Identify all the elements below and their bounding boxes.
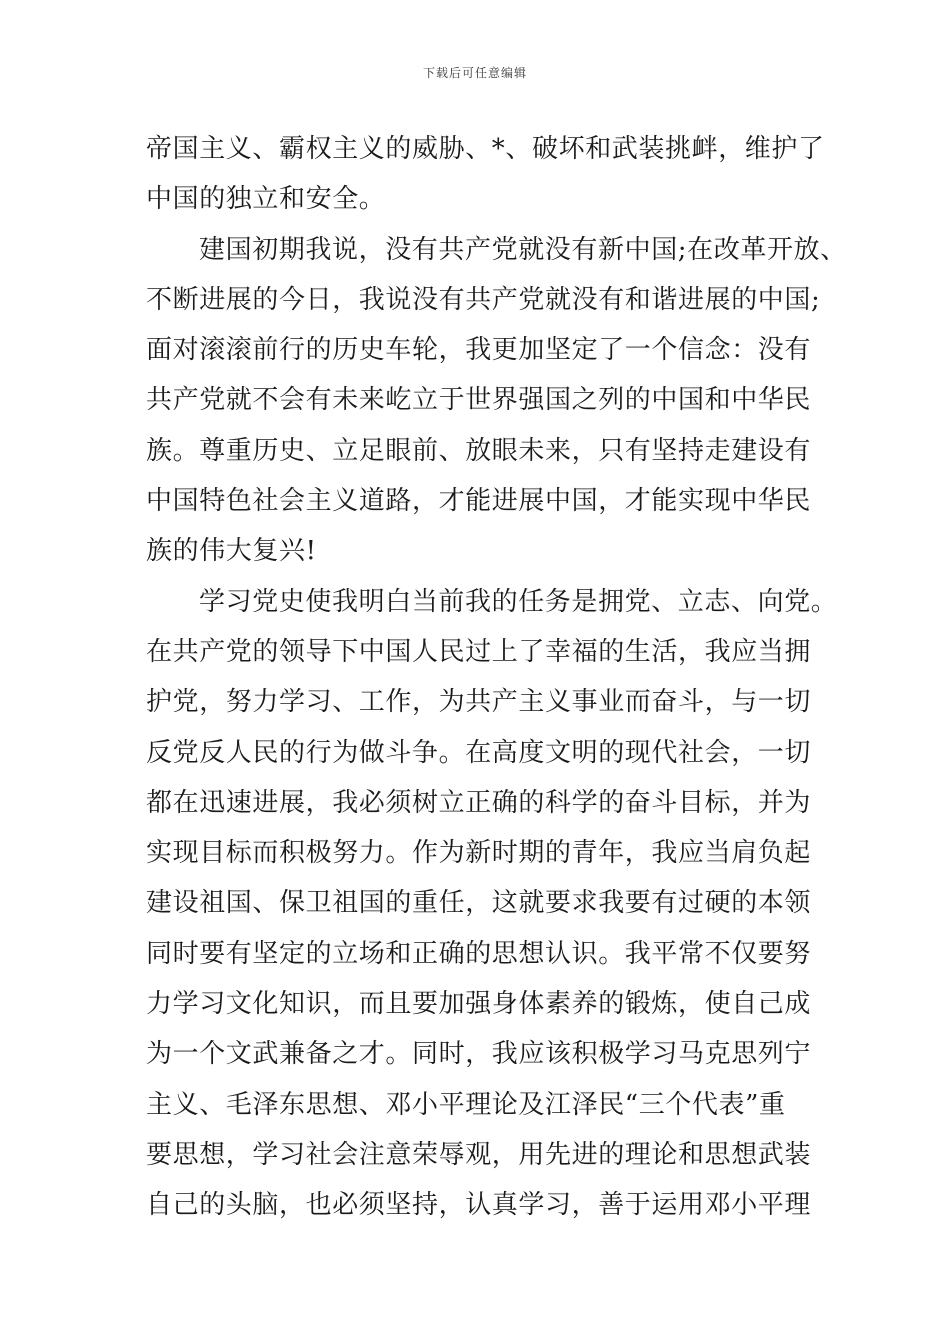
text-line: 主义、毛泽东思想、邓小平理论及江泽民“三个代表”重 [146,1089,786,1120]
text-line: 都在迅速进展，我必须树立正确的科学的奋斗目标，并为 [146,787,812,818]
header-note: 下载后可任意编辑 [422,66,527,80]
text-line: 为一个文武兼备之才。同时，我应该积极学习马克思列宁 [146,1039,812,1070]
document-body [146,124,847,1231]
text-line: 护党，努力学习、工作，为共产主义事业而奋斗，与一切 [146,687,812,718]
text-line: 不断进展的今日，我说没有共产党就没有和谐进展的中国; [146,284,821,315]
text-line: 实现目标而积极努力。作为新时期的青年，我应当肩负起 [146,838,812,869]
text-line: 族。尊重历史、立足眼前、放眼未来，只有坚持走建设有 [146,435,812,466]
text-line: 共产党就不会有未来屹立于世界强国之列的中国和中华民 [146,385,812,416]
text-line: 反党反人民的行为做斗争。在高度文明的现代社会，一切 [146,737,812,768]
text-line: 中国特色社会主义道路，才能进展中国，才能实现中华民 [146,486,812,517]
text-line: 族的伟大复兴! [146,536,317,567]
text-line: 中国的独立和安全。 [146,184,386,215]
text-line: 同时要有坚定的立场和正确的思想认识。我平常不仅要努 [146,938,812,969]
text-line: 建设祖国、保卫祖国的重任，这就要求我要有过硬的本领 [146,888,812,919]
text-line-paragraph-start: 建国初期我说，没有共产党就没有新中国;在改革开放、 [199,234,847,265]
text-line: 帝国主义、霸权主义的威胁、*、破坏和武装挑衅，维护了 [146,134,825,164]
text-line: 要思想，学习社会注意荣辱观，用先进的理论和思想武装 [146,1139,812,1170]
text-line-paragraph-start: 学习党史使我明白当前我的任务是拥党、立志、向党。 [199,586,838,617]
text-line: 自己的头脑，也必须坚持，认真学习，善于运用邓小平理 [146,1190,812,1221]
text-line: 面对滚滚前行的历史车轮，我更加坚定了一个信念：没有 [146,335,812,366]
text-line: 力学习文化知识，而且要加强身体素养的锻炼，使自己成 [146,989,812,1020]
text-line: 在共产党的领导下中国人民过上了幸福的生活，我应当拥 [146,636,812,667]
